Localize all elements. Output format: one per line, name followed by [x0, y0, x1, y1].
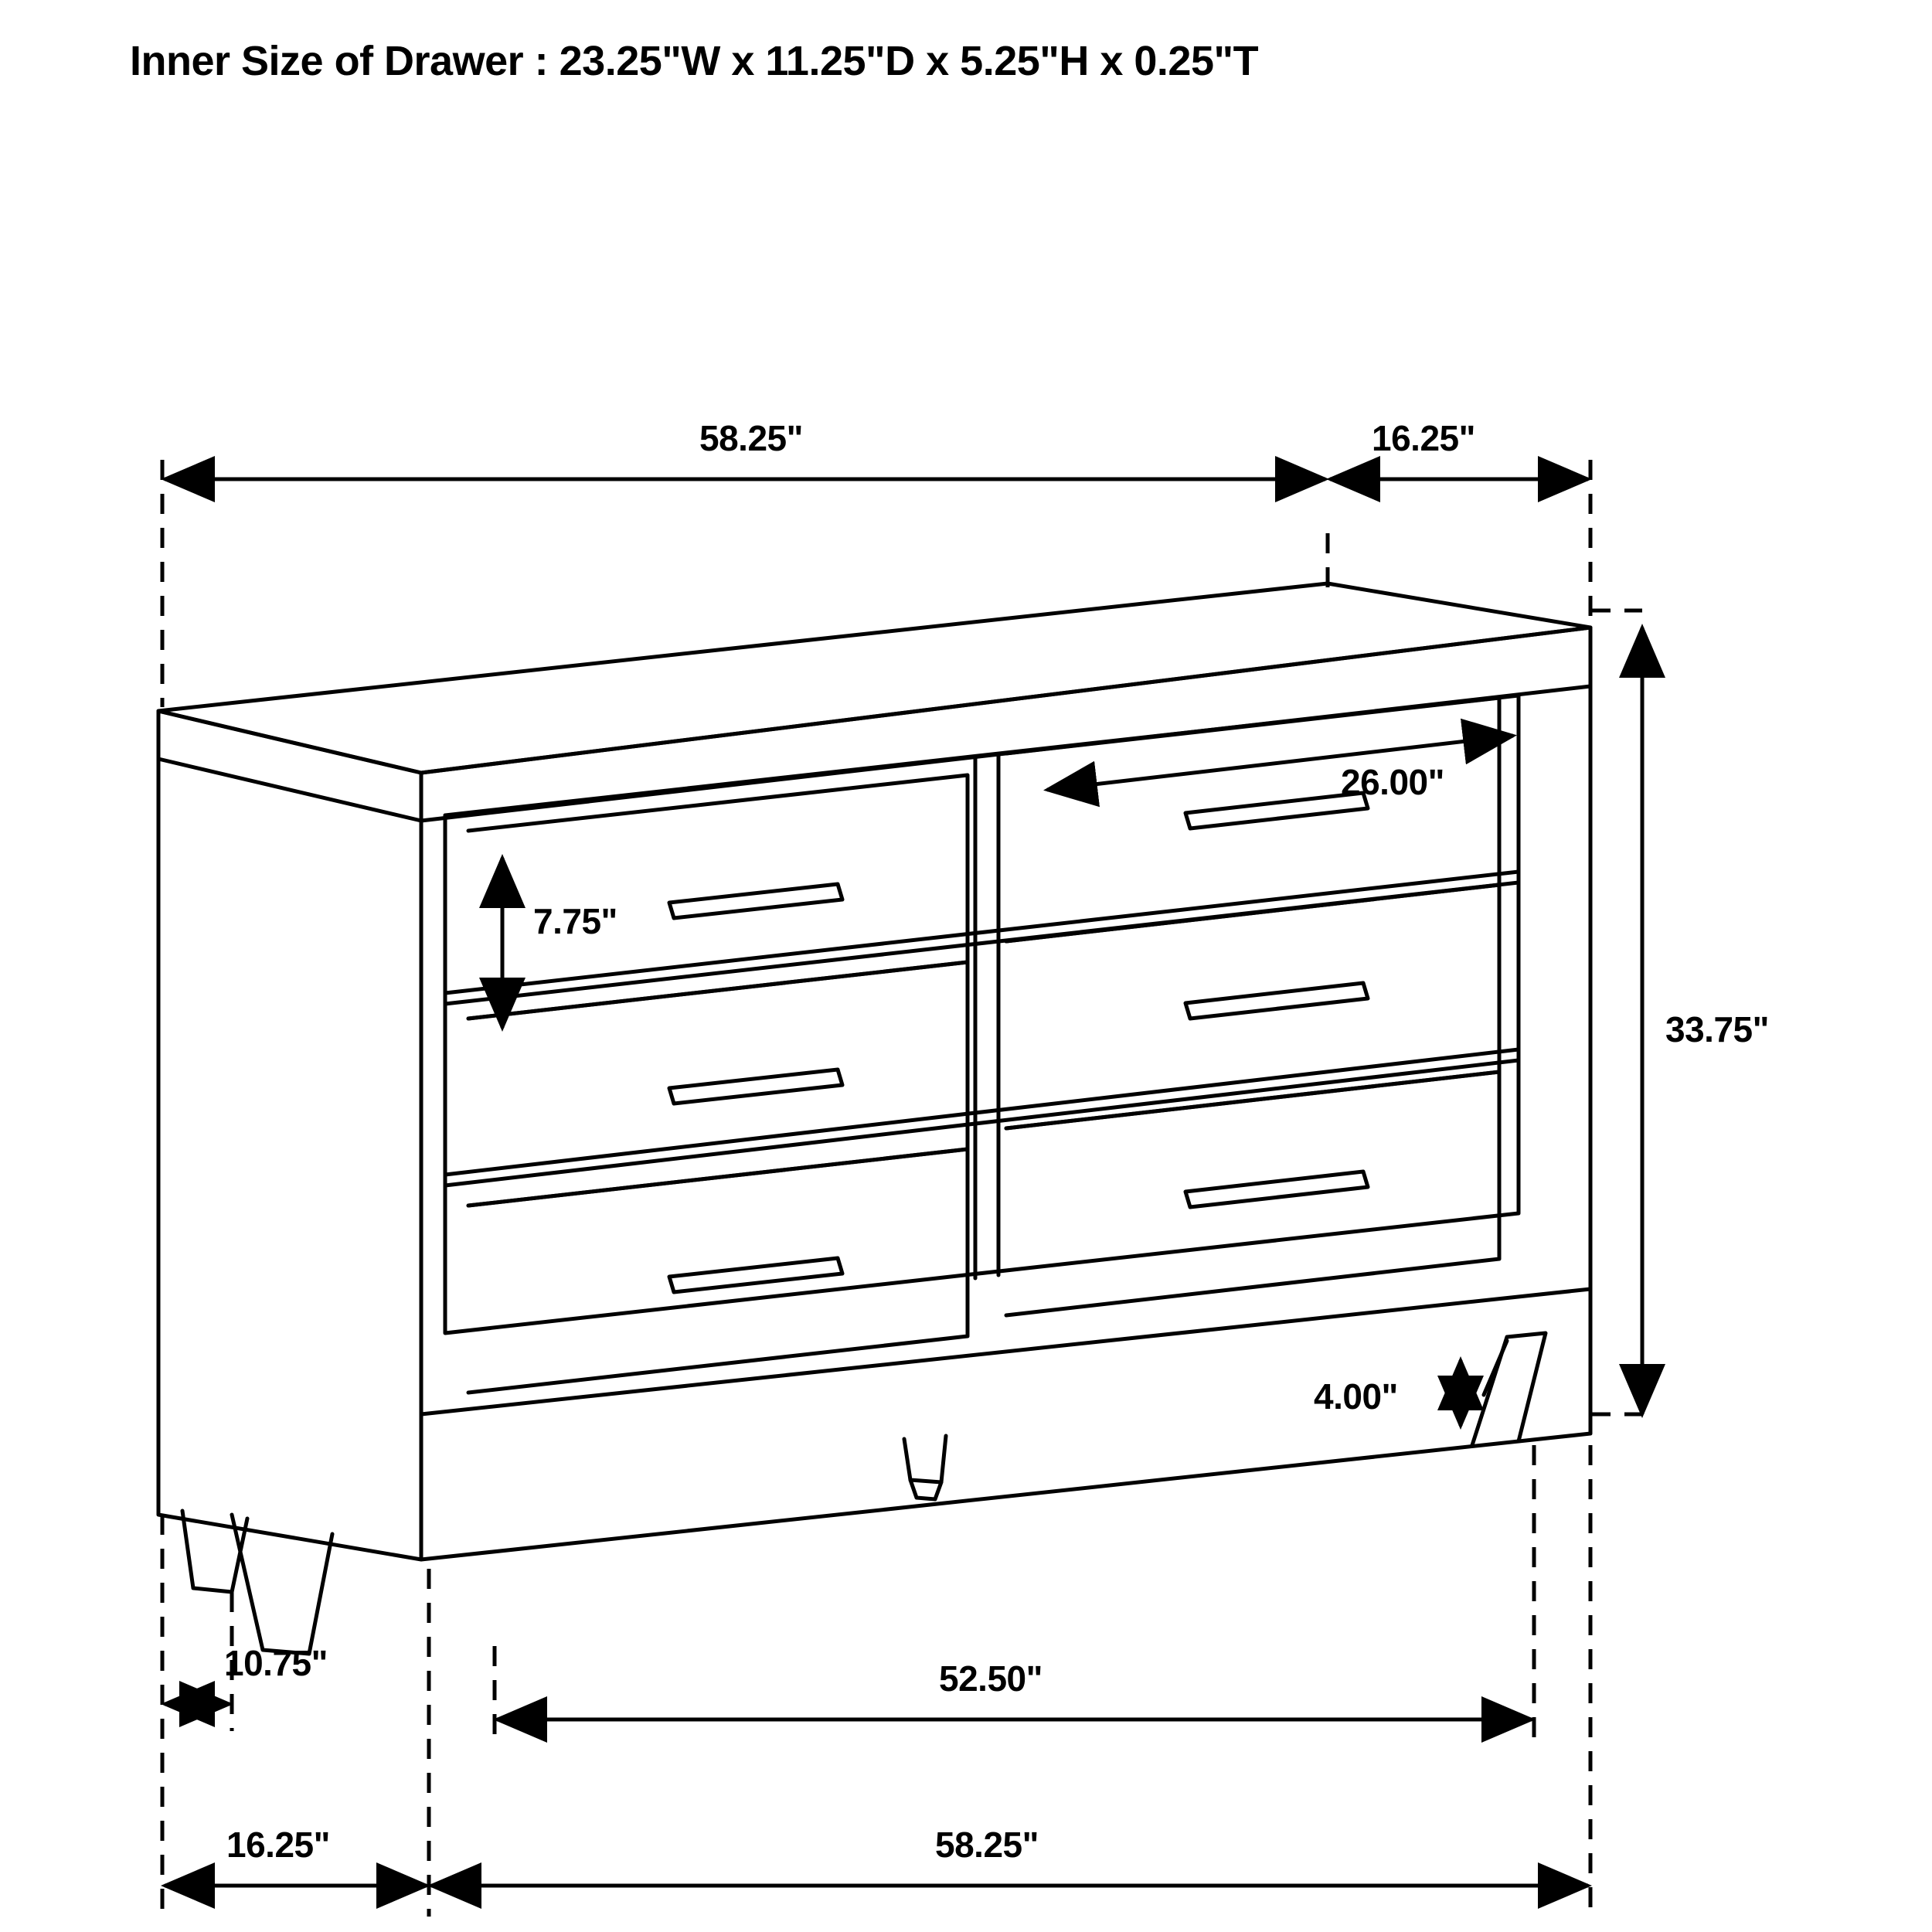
leg-center-front	[904, 1436, 946, 1482]
dresser-left-side	[158, 711, 421, 1560]
pull-left-3	[669, 1258, 842, 1292]
dimension-label-drawer-height: 7.75"	[533, 901, 617, 941]
dimension-label-overall-height: 33.75"	[1665, 1009, 1769, 1049]
drawer-pulls	[669, 793, 1368, 1292]
pull-right-3	[1185, 1172, 1368, 1207]
left-side-top-edge	[158, 759, 421, 821]
pull-right-2	[1185, 983, 1368, 1019]
dimension-lines	[162, 460, 1642, 1917]
dresser-top	[158, 583, 1590, 773]
drawer-face-right-3	[1006, 1072, 1499, 1315]
dimension-label-depth-top: 16.25"	[1372, 418, 1475, 458]
drawer-divider-rail-2	[445, 1049, 1519, 1175]
dresser-body	[158, 583, 1590, 1654]
dimension-label-leg-span: 52.50"	[939, 1658, 1043, 1699]
page-title: Inner Size of Drawer : 23.25"W x 11.25"D x 5.25"H x 0.25"T	[130, 38, 1259, 84]
dimension-label-overall-width-top: 58.25"	[699, 418, 803, 458]
bottom-rail-line	[421, 1289, 1590, 1414]
leg-right	[1472, 1333, 1546, 1445]
dimension-label-drawer-width: 26.00"	[1341, 762, 1444, 802]
dimension-label-overall-width-bottom: 58.25"	[935, 1825, 1039, 1865]
pull-left-2	[669, 1070, 842, 1104]
drawer-divider-rail-2b	[445, 1060, 1519, 1185]
dimension-label-leg-inset: 10.75"	[224, 1643, 328, 1683]
dimension-label-leg-height: 4.00"	[1314, 1376, 1398, 1417]
dimension-label-case-depth-bottom: 16.25"	[226, 1825, 330, 1865]
pull-left-1	[669, 884, 842, 918]
